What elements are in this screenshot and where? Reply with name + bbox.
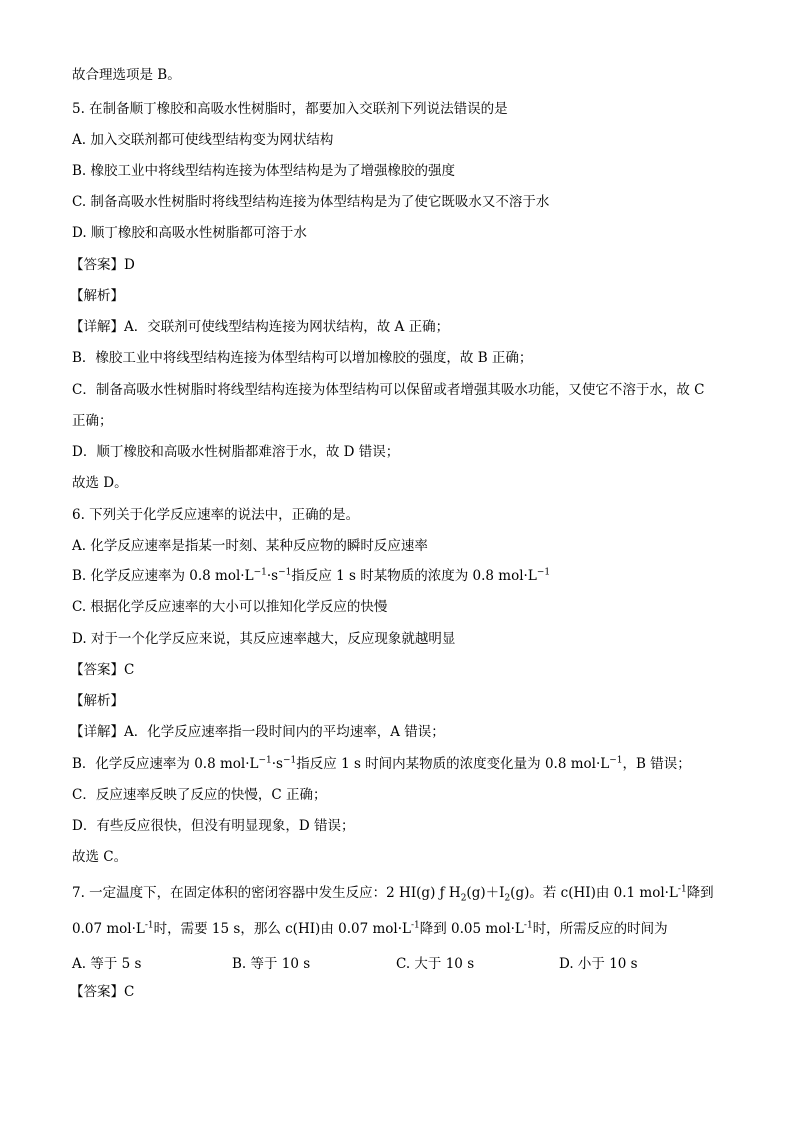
explanation-line: C．反应速率反映了反应的快慢，C 正确；: [72, 787, 327, 803]
question-6-option-c: C. 根据化学反应速率的大小可以推知化学反应的快慢: [72, 599, 388, 615]
answer-label: 【答案】C: [70, 662, 135, 678]
question-5-option-b: B. 橡胶工业中将线型结构连接为体型结构是为了增强橡胶的强度: [72, 163, 456, 179]
question-5-option-d: D. 顺丁橡胶和高吸水性树脂都可溶于水: [72, 225, 307, 241]
question-7-stem-line-2: 0.07 $mol\cdot L^{-1}$时，需要 15 s，那么 c(HI)由 0.07 $mol\cdot L^{-1}$降到 0.05 $mol\cdot L^{-1}$时，所需反应的时间为: [72, 920, 668, 937]
conclusion-line: 故选 D。: [72, 475, 128, 491]
question-7-option-c: C. 大于 10 s: [396, 956, 475, 972]
question-7-option-b: B. 等于 10 s: [232, 956, 311, 972]
question-5-option-c: C. 制备高吸水性树脂时将线型结构连接为体型结构是为了使它既吸水又不溶于水: [72, 194, 550, 210]
question-7-stem-line-1: 7. 一定温度下，在固定体积的密闭容器中发生反应：2 HI(g) ƒ $H_2(g)+I_2(g)$。若 c(HI)由 0.1 $mol\cdot L^{-1}$降到: [72, 884, 714, 904]
analysis-label: 【解析】: [70, 693, 124, 709]
question-7-option-d: D. 小于 10 s: [559, 956, 638, 972]
previous-conclusion: 故合理选项是 B。: [72, 67, 181, 83]
explanation-line: 【详解】A．化学反应速率指一段时间内的平均速率，A 错误；: [70, 724, 445, 740]
explanation-line: 【详解】A．交联剂可使线型结构连接为网状结构，故 A 正确；: [70, 319, 450, 335]
analysis-label: 【解析】: [70, 288, 124, 304]
explanation-line: D．有些反应很快，但没有明显现象，D 错误；: [72, 818, 355, 834]
question-7-option-a: A. 等于 5 s: [72, 956, 142, 972]
explanation-line: B．化学反应速率为 0.8 $mol\cdot L^{-1}\cdot s^{-1}$指反应 1 s 时间内某物质的浓度变化量为 0.8 $mol\cdot L^{-1}$，B 错误；: [72, 755, 691, 772]
explanation-line: 正确；: [72, 413, 113, 429]
question-5-option-a: A. 加入交联剂都可使线型结构变为网状结构: [72, 132, 334, 148]
conclusion-line: 故选 C。: [72, 849, 128, 865]
answer-label: 【答案】C: [70, 984, 135, 1000]
explanation-line: B．橡胶工业中将线型结构连接为体型结构可以增加橡胶的强度，故 B 正确；: [72, 350, 533, 366]
question-5-stem: 5. 在制备顺丁橡胶和高吸水性树脂时，都要加入交联剂下列说法错误的是: [72, 101, 508, 117]
question-6-option-d: D. 对于一个化学反应来说，其反应速率越大，反应现象就越明显: [72, 631, 456, 647]
answer-label: 【答案】D: [70, 257, 135, 273]
explanation-line: C．制备高吸水性树脂时将线型结构连接为体型结构可以保留或者增强其吸水功能，又使它不溶于水，故 C: [72, 382, 705, 398]
question-6-option-b: B. 化学反应速率为 0.8 $mol\cdot L^{-1}\cdot s^{-1}$指反应 1 s 时某物质的浓度为 0.8 $mol\cdot L^{-1}$: [72, 567, 551, 584]
explanation-line: D．顺丁橡胶和高吸水性树脂都难溶于水，故 D 错误；: [72, 444, 400, 460]
question-6-option-a: A. 化学反应速率是指某一时刻、某种反应物的瞬时反应速率: [72, 538, 428, 554]
question-6-stem: 6. 下列关于化学反应速率的说法中，正确的是。: [72, 507, 360, 523]
question-7-options: [72, 952, 672, 970]
